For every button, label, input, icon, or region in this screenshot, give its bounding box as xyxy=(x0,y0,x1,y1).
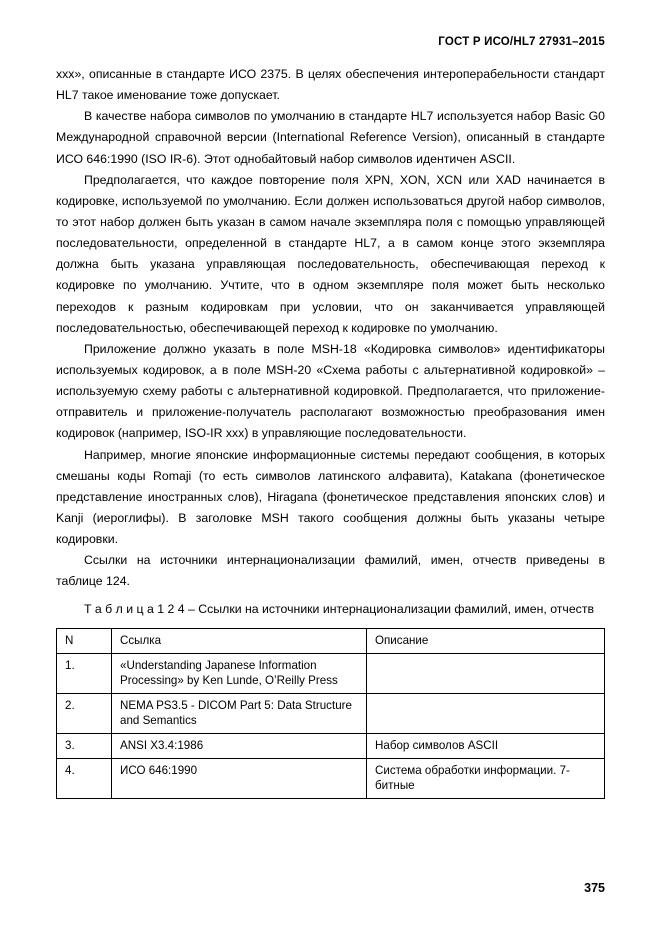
paragraph-6: Ссылки на источники интернационализации фамилий, имен, отчеств приведены в таблице 124. xyxy=(56,553,605,589)
page-number: 375 xyxy=(584,881,605,895)
body-text xyxy=(56,64,605,593)
paragraph-4: Приложение должно указать в поле MSH-18 «Кодировка символов» идентификаторы используемых кодировок, а в поле MSH-20 «Схема работы с альтернативной кодировкой» – используемую схему работы с альтернативной кодировкой. Предполагается, что приложение-отправитель и приложение-получатель располагают возможностью преобразования имен кодировок (например, ISO-IR xxx) в управляющие последовательности. xyxy=(56,341,605,441)
table-caption-label: Т а б л и ц а 1 2 4 xyxy=(84,601,185,616)
table-caption xyxy=(56,599,605,620)
table-row xyxy=(57,733,605,758)
cell-reference: ИСО 646:1990 xyxy=(112,759,367,799)
column-header-n: N xyxy=(57,628,112,653)
cell-description xyxy=(367,653,605,693)
table-row xyxy=(57,693,605,733)
table-caption-dash: – xyxy=(188,601,195,616)
cell-reference: ANSI X3.4:1986 xyxy=(112,733,367,758)
table-header-row xyxy=(57,628,605,653)
cell-reference: «Understanding Japanese Information Processing» by Ken Lunde, O’Reilly Press xyxy=(112,653,367,693)
table-caption-text: Ссылки на источники интернационализации фамилий, имен, отчеств xyxy=(198,601,594,616)
cell-n: 2. xyxy=(57,693,112,733)
paragraph-3: Предполагается, что каждое повторение поля XPN, XON, XCN или XAD начинается в кодировке, используемой по умолчанию. Если должен использоваться другой набор символов, то этот набор должен быть указан в самом начале экземпляра поля с помощью управляющей последовательности, определенной в стандарте HL7, а в самом конце этого экземпляра должна быть указана управляющая последовательность, обеспечивающая переход к кодировке по умолчанию. Учтите, что в одном экземпляре поля может быть несколько переходов к разным кодировкам при условии, что он заканчивается управляющей последовательностью, обеспечивающей переход к кодировке по умолчанию. xyxy=(56,172,605,335)
cell-n: 1. xyxy=(57,653,112,693)
paragraph-5: Например, многие японские информационные системы передают сообщения, в которых смешаны коды Romaji (то есть символов латинского алфавита), Katakana (фонетическое представление иностранных слов), Hiragana (фонетическое представления японских слов) и Kanji (иероглифы). В заголовке MSH такого сообщения должны быть указаны четыре кодировки. xyxy=(56,447,605,547)
cell-reference: NEMA PS3.5 - DICOM Part 5: Data Structure and Semantics xyxy=(112,693,367,733)
paragraph-2: В качестве набора символов по умолчанию в стандарте HL7 используется набор Basic G0 Международной справочной версии (International Reference Version), описанный в стандарте ИСО 646:1990 (ISO IR-6). Этот однобайтовый набор символов идентичен ASCII. xyxy=(56,109,605,166)
references-table xyxy=(56,628,605,800)
table-row xyxy=(57,759,605,799)
cell-n: 4. xyxy=(57,759,112,799)
cell-description xyxy=(367,693,605,733)
cell-description: Набор символов ASCII xyxy=(367,733,605,758)
cell-description: Система обработки информации. 7-битные xyxy=(367,759,605,799)
page-header: ГОСТ Р ИСО/HL7 27931–2015 xyxy=(438,36,605,48)
paragraph-1: xxx», описанные в стандарте ИСО 2375. В целях обеспечения интероперабельности стандарт HL7 такое именование тоже допускает. xyxy=(56,67,605,103)
column-header-reference: Ссылка xyxy=(112,628,367,653)
column-header-description: Описание xyxy=(367,628,605,653)
table-row xyxy=(57,653,605,693)
cell-n: 3. xyxy=(57,733,112,758)
